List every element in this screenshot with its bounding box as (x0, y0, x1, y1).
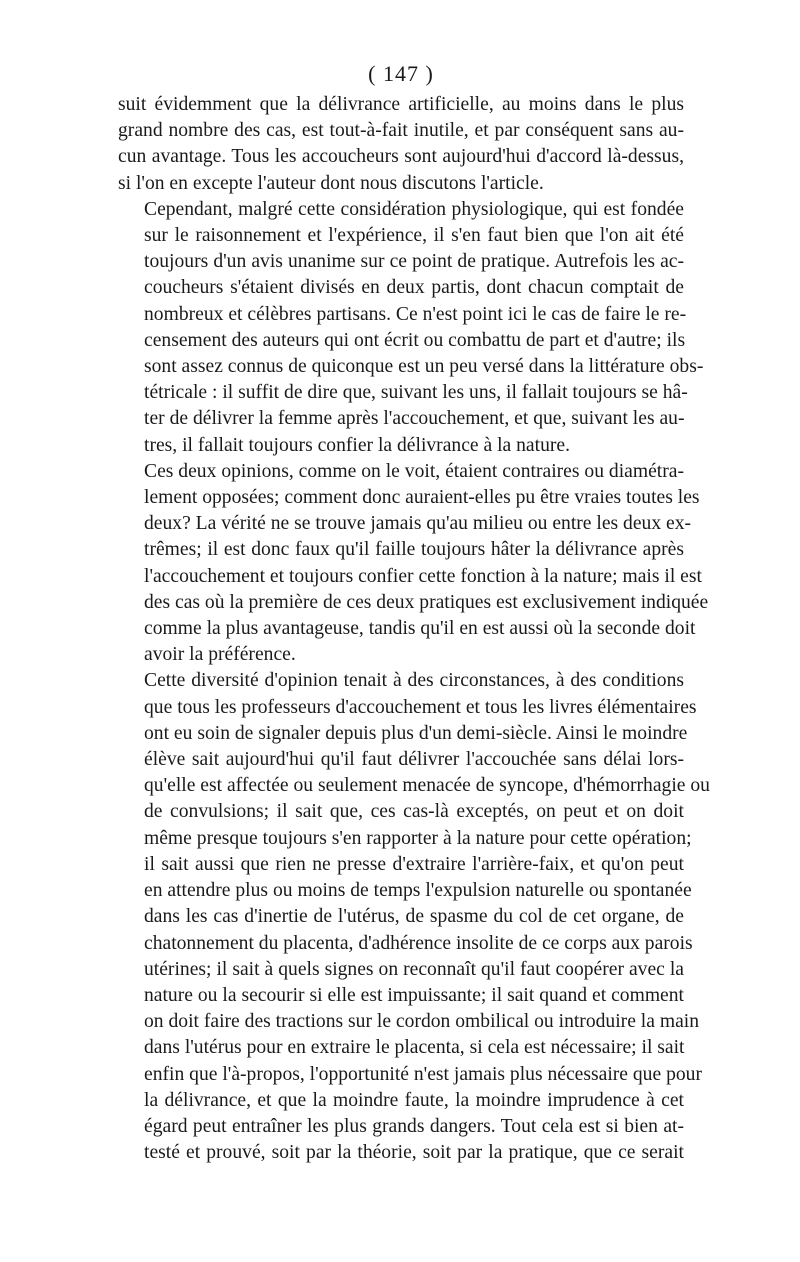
text-line: si l'on en excepte l'auteur dont nous discutons l'article. (118, 172, 544, 194)
text-line: deux? La vérité ne se trouve jamais qu'au milieu ou entre les deux ex- (144, 513, 692, 535)
text-line: sur le raisonnement et l'expérience, il s'en faut bien que l'on ait été (144, 225, 684, 247)
text-line: ont eu soin de signaler depuis plus d'un demi-siècle. Ainsi le moindre (144, 722, 688, 744)
text-line: l'accouchement et toujours confier cette fonction à la nature; mais il est (144, 565, 702, 587)
text-line: Cependant, malgré cette considération physiologique, qui est fondée (144, 198, 684, 220)
text-line: la délivrance, et que la moindre faute, la moindre imprudence à cet (144, 1089, 684, 1111)
text-line: de convulsions; il sait que, ces cas-là exceptés, on peut et on doit (144, 801, 684, 823)
text-line: avoir la préférence. (144, 644, 296, 666)
text-line: tétricale : il suffit de dire que, suivant les uns, il fallait toujours se hâ- (144, 382, 688, 404)
text-line: suit évidemment que la délivrance artificielle, au moins dans le plus (118, 94, 684, 115)
text-line: tres, il fallait toujours confier la délivrance à la nature. (144, 434, 570, 456)
page-number: ( 147 ) (368, 61, 434, 86)
text-line: lement opposées; comment donc auraient-elles pu être vraies toutes les (144, 487, 700, 509)
text-line: censement des auteurs qui ont écrit ou combattu de part et d'autre; ils (144, 329, 686, 351)
text-line: dans l'utérus pour en extraire le placenta, si cela est nécessaire; il sait (144, 1037, 685, 1059)
text-line: il sait aussi que rien ne presse d'extraire l'arrière-faix, et qu'on peut (144, 853, 684, 875)
paragraph-4 (118, 668, 710, 1166)
text-line: coucheurs s'étaient divisés en deux partis, dont chacun comptait de (144, 277, 684, 299)
text-line: que tous les professeurs d'accouchement et tous les livres élémentaires (144, 696, 697, 718)
text-line: comme la plus avantageuse, tandis qu'il en est aussi où la seconde doit (144, 618, 696, 640)
text-line: nature ou la secourir si elle est impuissante; il sait quand et comment (144, 984, 684, 1006)
text-line: élève sait aujourd'hui qu'il faut délivrer l'accouchée sans délai lors- (144, 749, 684, 771)
text-line: chatonnement du placenta, d'adhérence insolite de ce corps aux parois (144, 932, 693, 954)
text-line: enfin que l'à-propos, l'opportunité n'est jamais plus nécessaire que pour (144, 1063, 702, 1085)
text-line: on doit faire des tractions sur le cordon ombilical ou introduire la main (144, 1011, 700, 1033)
text-line: Cette diversité d'opinion tenait à des circonstances, à des conditions (144, 670, 684, 692)
text-line: trêmes; il est donc faux qu'il faille toujours hâter la délivrance après (144, 539, 684, 561)
text-line: dans les cas d'inertie de l'utérus, de spasme du col de cet organe, de (144, 906, 684, 928)
paragraph-3 (118, 459, 709, 669)
text-line: testé et prouvé, soit par la théorie, soit par la pratique, que ce serait (144, 1142, 684, 1164)
text-line: qu'elle est affectée ou seulement menacée de syncope, d'hémorrhagie ou (144, 775, 710, 797)
text-line: en attendre plus ou moins de temps l'expulsion naturelle ou spontanée (144, 880, 692, 902)
paragraph-1 (118, 92, 684, 197)
text-line: des cas où la première de ces deux pratiques est exclusivement indiquée (144, 591, 709, 613)
text-line: ter de délivrer la femme après l'accouchement, et que, suivant les au- (144, 408, 685, 430)
page-body (118, 92, 710, 1166)
text-line: sont assez connus de quiconque est un peu versé dans la littérature obs- (144, 356, 704, 378)
text-line: Ces deux opinions, comme on le voit, étaient contraires ou diamétra- (144, 460, 684, 482)
text-line: même presque toujours s'en rapporter à la nature pour cette opération; (144, 827, 692, 849)
book-page (118, 60, 710, 1166)
paragraph-2 (118, 197, 704, 459)
text-line: toujours d'un avis unanime sur ce point de pratique. Autrefois les ac- (144, 251, 684, 273)
text-line: utérines; il sait à quels signes on reconnaît qu'il faut coopérer avec la (144, 958, 684, 980)
text-line: égard peut entraîner les plus grands dangers. Tout cela est si bien at- (144, 1115, 684, 1137)
text-line: cun avantage. Tous les accoucheurs sont aujourd'hui d'accord là-dessus, (118, 146, 684, 168)
text-line: nombreux et célèbres partisans. Ce n'est point ici le cas de faire le re- (144, 303, 687, 325)
text-line: grand nombre des cas, est tout-à-fait inutile, et par conséquent sans au- (118, 120, 684, 142)
